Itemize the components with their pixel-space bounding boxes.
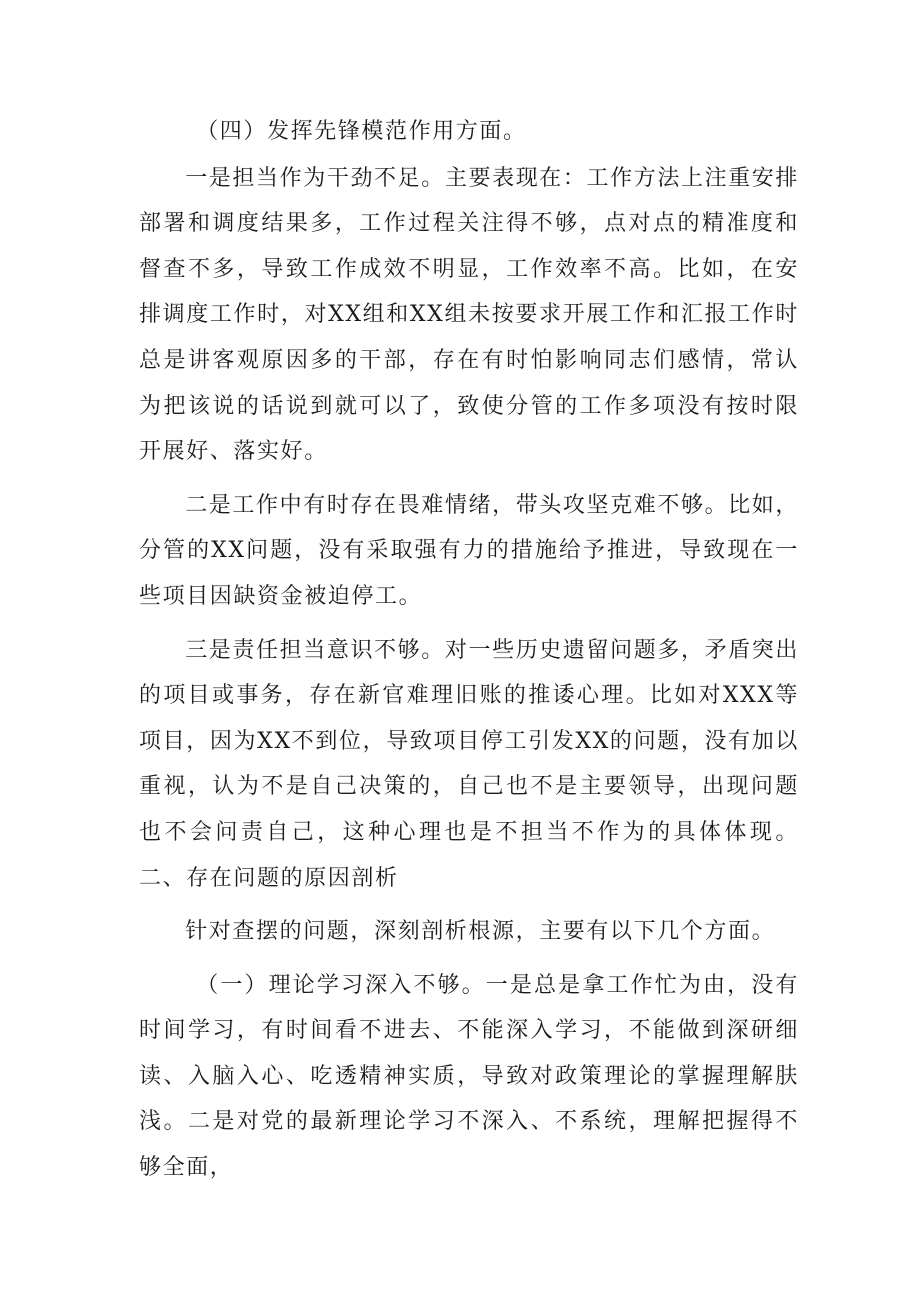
paragraph-third-issue: 三是责任担当意识不够。对一些历史遗留问题多，矛盾突出的项目或事务，存在新官难理旧账的推诿心理。比如对XXX等项目，因为XX不到位，导致项目停工引发XX的问题，没有加以重视，认为不是自己决策的，自己也不是主要领导，出现问题也不会问责自己，这种心理也是不担当不作为的具体体现。二、存在问题的原因剖析 — [139, 637, 799, 891]
section-heading-four: （四）发挥先锋模范作用方面。 — [196, 119, 527, 144]
paragraph-second-issue: 二是工作中有时存在畏难情绪，带头攻坚克难不够。比如，分管的XX问题，没有采取强有力的措施给予推进，导致现在一些项目因缺资金被迫停工。 — [139, 492, 799, 609]
document-body — [139, 109, 799, 1192]
paragraph-cause-one: （一）理论学习深入不够。一是总是拿工作忙为由，没有时间学习，有时间看不进去、不能深入学习，不能做到深研细读、入脑入心、吃透精神实质，导致对政策理论的掌握理解肤浅。二是对党的最新理论学习不深入、不系统，理解把握得不够全面， — [139, 972, 799, 1181]
paragraph-cause-intro: 针对查摆的问题，深刻剖析根源，主要有以下几个方面。 — [185, 919, 776, 945]
paragraph-first-issue: 一是担当作为干劲不足。主要表现在：工作方法上注重安排部署和调度结果多，工作过程关注得不够，点对点的精准度和督查不多，导致工作成效不明显，工作效率不高。比如，在安排调度工作时，对XX组和XX组未按要求开展工作和汇报工作时总是讲客观原因多的干部，存在有时怕影响同志们感情，常认为把该说的话说到就可以了，致使分管的工作多项没有按时限开展好、落实好。 — [139, 165, 799, 465]
